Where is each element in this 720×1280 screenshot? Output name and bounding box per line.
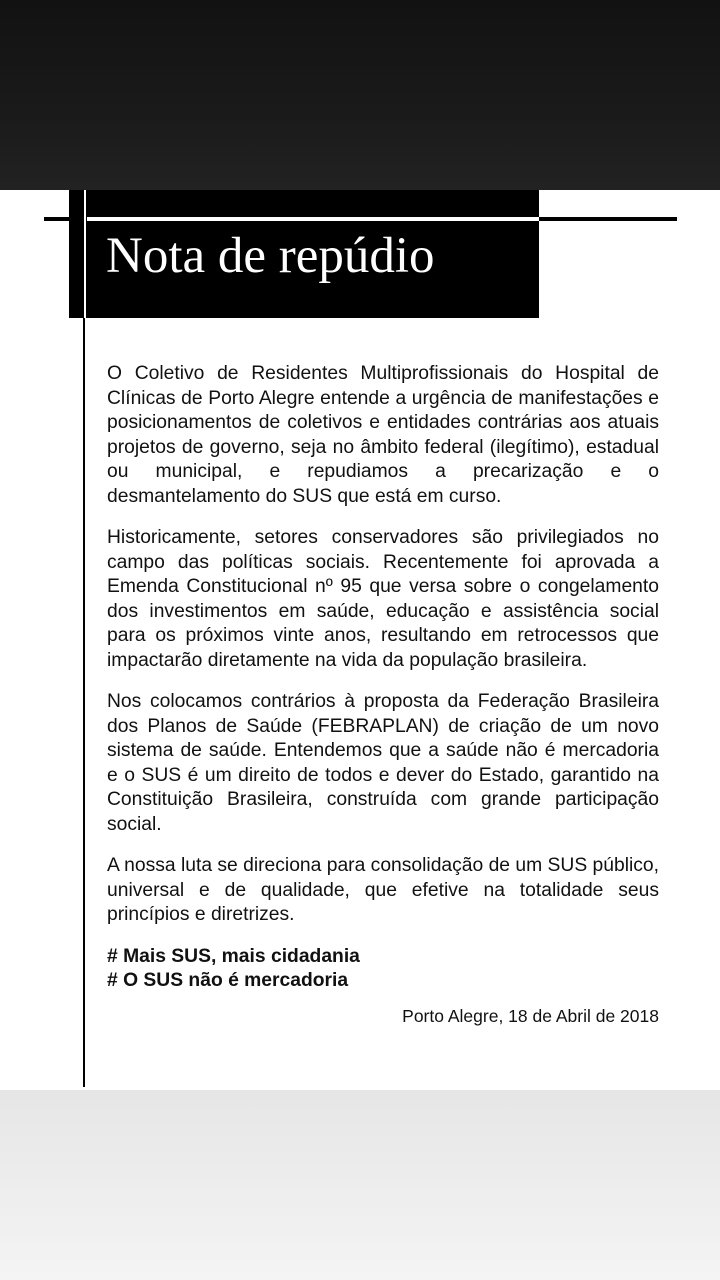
- vertical-rule: [83, 190, 85, 1087]
- paragraph-3: Nos colocamos contrários à proposta da Federação Brasileira dos Planos de Saúde (FEBRAPLAN) de criação de um novo sistema de saúde. Entendemos que a saúde não é mercadoria e o SUS é um direito de todos e dever do Estado, garantido na Constituição Brasileira, construída com grande participação social.: [107, 691, 659, 835]
- bottom-light-band: [0, 1090, 720, 1280]
- horizontal-rule-inner: [87, 217, 539, 221]
- document-body: [107, 362, 659, 1027]
- top-dark-band: [0, 0, 720, 190]
- document-title: Nota de repúdio: [106, 228, 435, 284]
- document-page: [0, 190, 720, 1090]
- hashtag-1: # Mais SUS, mais cidadania: [107, 945, 360, 967]
- paragraph-4: A nossa luta se direciona para consolidação de um SUS público, universal e de qualidade, que efetive na totalidade seus princípios e diretrizes.: [107, 855, 659, 925]
- paragraph-2: Historicamente, setores conservadores são privilegiados no campo das políticas sociais. Recentemente foi aprovada a Emenda Constitucional nº 95 que versa sobre o congelamento dos investimentos em saúde, educação e assistência social para os próximos vinte anos, resultando em retrocessos que impactarão diretamente na vida da população brasileira.: [107, 527, 659, 671]
- hashtags: [107, 945, 659, 993]
- signature-date: Porto Alegre, 18 de Abril de 2018: [402, 1005, 659, 1026]
- vertical-rule-inner: [84, 190, 86, 318]
- hashtag-2: # O SUS não é mercadoria: [107, 969, 349, 991]
- paragraph-1: O Coletivo de Residentes Multiprofissionais do Hospital de Clínicas de Porto Alegre entende a urgência de manifestações e posicionamentos de coletivos e entidades contrárias aos atuais projetos de governo, seja no âmbito federal (ilegítimo), estadual ou municipal, e repudiamos a precarização e o desmantelamento do SUS que está em curso.: [107, 363, 659, 507]
